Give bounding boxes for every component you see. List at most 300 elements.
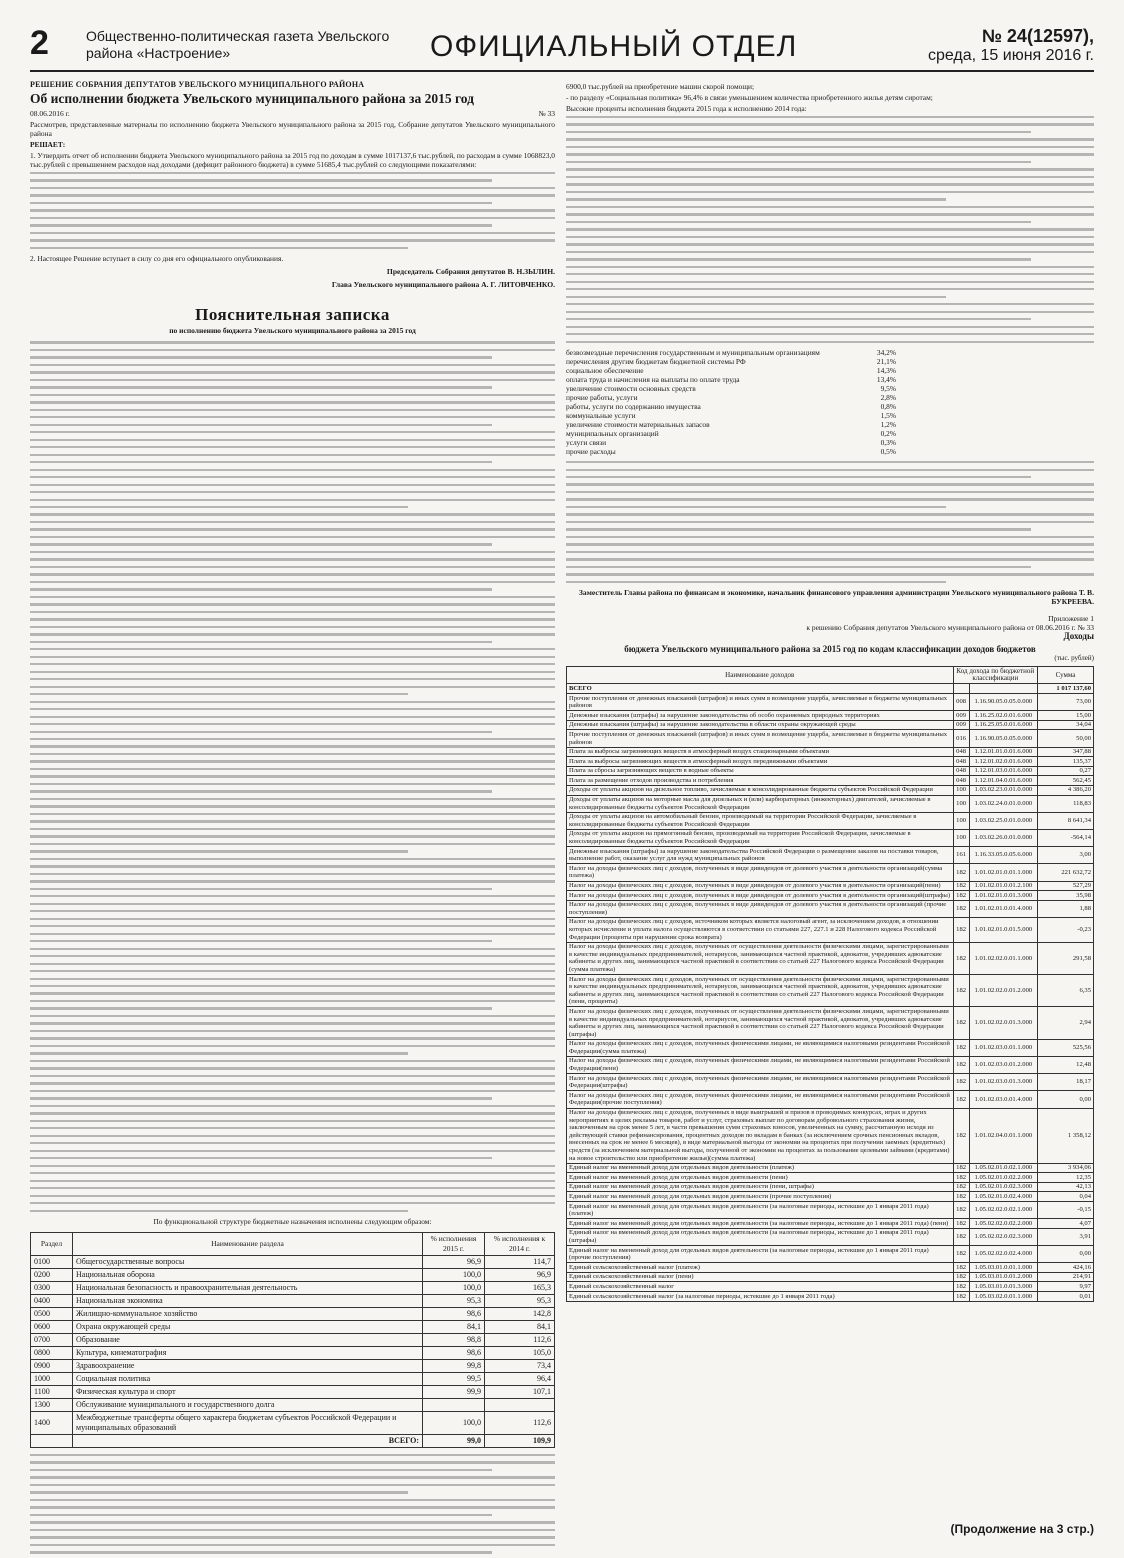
structure-item — [566, 447, 896, 456]
income-name: Единый налог на вмененный доход для отдельных видов деятельности (за налоговые периоды, истекшие до 1 января 2011 года) (прочие поступления) — [567, 1246, 954, 1263]
income-row — [567, 900, 1094, 917]
expense-name: Национальная оборона — [73, 1269, 423, 1282]
income-name: Денежные взыскания (штрафы) за нарушение законодательства об особо охраняемых природных территориях — [567, 711, 954, 721]
income-code: 1.16.25.02.0.01.6.000 — [969, 711, 1037, 721]
expense-pct2014: 96,9 — [485, 1269, 555, 1282]
functional-caption: По функциональной структуре бюджетные назначения исполнены следующим образом: — [153, 1217, 432, 1226]
income-admin-code: 048 — [953, 747, 969, 757]
income-admin-code: 182 — [953, 975, 969, 1007]
expense-pct2015: 99,9 — [423, 1386, 485, 1399]
expense-table — [30, 1232, 555, 1448]
issue-info — [928, 26, 1094, 65]
income-name: Налог на доходы физических лиц с доходов, источником которых является налоговый агент, за исключением доходов, в отношении которых исчисление и уплата налога осуществляются в соответствии со статьями 227, 227.1 и 228 Налогового кодекса Российской Федерации (проценты при нарушении срока возврата) — [567, 917, 954, 942]
income-code: 1.03.02.24.0.01.0.000 — [969, 795, 1037, 812]
income-code: 1.01.02.01.0.01.4.000 — [969, 900, 1037, 917]
right-line-1: 6900,0 тыс.рублей на приобретение машин скорой помощи; — [566, 82, 755, 91]
col-code: Раздел — [31, 1233, 73, 1256]
income-code: 1.03.02.23.0.01.0.000 — [969, 785, 1037, 795]
income-admin-code: 008 — [953, 694, 969, 711]
income-sum: 50,00 — [1038, 730, 1094, 747]
expense-pct2015: 98,6 — [423, 1308, 485, 1321]
income-row — [567, 694, 1094, 711]
income-name: Налог на доходы физических лиц с доходов, полученных физическими лицами, не являющимися налоговыми резидентами Российской Федерации(прочие поступления) — [567, 1091, 954, 1108]
income-total-label: ВСЕГО — [567, 684, 954, 694]
income-sum: -0,23 — [1038, 917, 1094, 942]
income-row — [567, 1282, 1094, 1292]
structure-item-name: безвозмездные перечисления государственным и муниципальным организациям — [566, 348, 820, 358]
income-sum: 291,58 — [1038, 942, 1094, 974]
expense-code: 0700 — [31, 1334, 73, 1347]
income-code: 1.12.01.01.0.01.6.000 — [969, 747, 1037, 757]
income-code: 1.01.02.02.0.01.2.000 — [969, 975, 1037, 1007]
income-sum: 12,35 — [1038, 1173, 1094, 1183]
income-name: Налог на доходы физических лиц с доходов, полученных от осуществления деятельности физическими лицами, зарегистрированными в качестве индивидуальных предпринимателей, нотариусов, занимающихся частной практикой, адвокатов, учредивших адвокатские кабинеты и других лиц, занимающихся частной практикой в соответствии со статьей 227 Налогового кодекса Российской Федерации (пени, проценты) — [567, 975, 954, 1007]
expense-code: 1400 — [31, 1412, 73, 1435]
income-name: Единый налог на вмененный доход для отдельных видов деятельности (пени) — [567, 1173, 954, 1183]
income-row — [567, 720, 1094, 730]
income-admin-code: 182 — [953, 1292, 969, 1302]
expense-pct2015: 96,9 — [423, 1256, 485, 1269]
expense-name: Национальная экономика — [73, 1295, 423, 1308]
department-title: ОФИЦИАЛЬНЫЙ ОТДЕЛ — [430, 30, 798, 63]
income-code: 1.05.03.02.0.01.1.000 — [969, 1292, 1037, 1302]
income-name: Плата за выбросы загрязняющих веществ в атмосферный воздух стационарными объектами — [567, 747, 954, 757]
structure-item — [566, 429, 896, 438]
expense-name: Межбюджетные трансферты общего характера бюджетам субъектов Российской Федерации и муниципальных образований — [73, 1412, 423, 1435]
structure-item — [566, 438, 896, 447]
expense-code: 0300 — [31, 1282, 73, 1295]
structure-item — [566, 411, 896, 420]
income-name: Налог на доходы физических лиц с доходов, полученных в виде дивидендов от долевого участия в деятельности организаций(пени) — [567, 881, 954, 891]
structure-item-pct: 1,2% — [880, 420, 896, 430]
income-code: 1.03.02.25.0.01.0.000 — [969, 812, 1037, 829]
income-admin-code: 100 — [953, 812, 969, 829]
income-name: Единый сельскохозяйственный налог (за налоговые периоды, истекшие до 1 января 2011 года) — [567, 1292, 954, 1302]
structure-item-pct: 0,3% — [880, 438, 896, 448]
expense-pct2015 — [423, 1399, 485, 1412]
structure-item — [566, 366, 896, 375]
right-column — [566, 80, 1094, 1302]
structure-item-pct: 2,8% — [880, 393, 896, 403]
expense-pct2015: 100,0 — [423, 1282, 485, 1295]
income-row — [567, 812, 1094, 829]
expense-pct2014: 165,3 — [485, 1282, 555, 1295]
expense-name: Физическая культура и спорт — [73, 1386, 423, 1399]
income-admin-code: 182 — [953, 942, 969, 974]
income-code: 1.01.02.02.0.01.3.000 — [969, 1007, 1037, 1039]
income-name: Единый налог на вмененный доход для отдельных видов деятельности (за налоговые периоды, истекшие до 1 января 2011 года) (штрафы) — [567, 1228, 954, 1245]
income-row — [567, 1202, 1094, 1219]
income-code: 1.12.01.03.0.01.6.000 — [969, 766, 1037, 776]
income-name: Доходы от уплаты акцизов на моторные масла для дизельных и (или) карбюраторных (инжекторных) двигателей, зачисляемые в консолидированные бюджеты субъектов Российской Федерации — [567, 795, 954, 812]
income-sum: 118,83 — [1038, 795, 1094, 812]
income-row — [567, 1192, 1094, 1202]
expense-row — [31, 1399, 555, 1412]
income-admin-code: 182 — [953, 1272, 969, 1282]
expense-pct2015: 98,8 — [423, 1334, 485, 1347]
income-name: Налог на доходы физических лиц с доходов, полученных в виде дивидендов от долевого участия в деятельности организаций(штрафы) — [567, 891, 954, 901]
appendix-title: бюджета Увельского муниципального района за 2015 год по кодам классификации доходов бюджетов — [624, 644, 1036, 655]
structure-item-name: увеличение стоимости основных средств — [566, 384, 696, 394]
income-table — [566, 666, 1094, 1301]
income-total-sum: 1 017 137,60 — [1038, 684, 1094, 694]
income-admin-code: 048 — [953, 766, 969, 776]
structure-item — [566, 375, 896, 384]
income-sum: 73,00 — [1038, 694, 1094, 711]
income-row — [567, 975, 1094, 1007]
income-code: 1.05.02.01.0.02.1.000 — [969, 1163, 1037, 1173]
income-name: Единый сельскохозяйственный налог (платеж) — [567, 1263, 954, 1273]
income-name: Налог на доходы физических лиц с доходов, полученных в виде дивидендов от долевого участия в деятельности организаций (прочие поступления) — [567, 900, 954, 917]
income-sum: 424,16 — [1038, 1263, 1094, 1273]
expense-code: 0600 — [31, 1321, 73, 1334]
income-name: Единый налог на вмененный доход для отдельных видов деятельности (пени, штрафы) — [567, 1182, 954, 1192]
income-row — [567, 1246, 1094, 1263]
income-sum: 3,00 — [1038, 847, 1094, 864]
income-row — [567, 1163, 1094, 1173]
right-body-text-2 — [566, 461, 1094, 583]
income-sum: 1 358,12 — [1038, 1108, 1094, 1163]
issue-number: № 24(12597), — [981, 26, 1094, 46]
income-row — [567, 864, 1094, 881]
expense-total-label: ВСЕГО: — [73, 1435, 423, 1448]
income-sum: 12,48 — [1038, 1056, 1094, 1073]
income-name: Налог на доходы физических лиц с доходов, полученных от осуществления деятельности физическими лицами, зарегистрированными в качестве индивидуальных предпринимателей, нотариусов, занимающихся частной практикой, адвокатов, учредивших адвокатские кабинеты и других лиц, занимающихся частной практикой в соответствии со статьей 227 Налогового кодекса Российской Федерации (штрафы) — [567, 1007, 954, 1039]
expense-code: 0400 — [31, 1295, 73, 1308]
income-sum: 3 934,06 — [1038, 1163, 1094, 1173]
structure-item-name: работы, услуги по содержанию имущества — [566, 402, 701, 412]
income-code: 1.01.02.03.0.01.2.000 — [969, 1056, 1037, 1073]
expense-row — [31, 1386, 555, 1399]
right-line-2: - по разделу «Социальная политика» 96,4% в связи уменьшением количества приобретенного жилья детям сиротам; — [566, 93, 933, 102]
income-name: Плата за размещение отходов производства и потребления — [567, 776, 954, 786]
income-col-sum: Сумма — [1038, 667, 1094, 684]
income-code: 1.01.02.03.0.01.1.000 — [969, 1039, 1037, 1056]
income-admin-code: 009 — [953, 720, 969, 730]
signer-finance: Заместитель Главы района по финансам и экономике, начальник финансового управления администрации Увельского муниципального района Т. В. БУКРЕЕВА. — [578, 588, 1094, 607]
income-admin-code: 182 — [953, 1202, 969, 1219]
expense-pct2014: 142,8 — [485, 1308, 555, 1321]
income-sum: 4 386,20 — [1038, 785, 1094, 795]
income-row — [567, 1039, 1094, 1056]
income-admin-code: 182 — [953, 1246, 969, 1263]
income-sum: 221 632,72 — [1038, 864, 1094, 881]
income-admin-code: 161 — [953, 847, 969, 864]
structure-item-name: увеличение стоимости материальных запасов — [566, 420, 710, 430]
structure-item-pct: 9,5% — [880, 384, 896, 394]
income-row — [567, 1074, 1094, 1091]
income-admin-code: 182 — [953, 1263, 969, 1273]
income-code: 1.01.02.01.0.01.1.000 — [969, 864, 1037, 881]
income-sum: 3,91 — [1038, 1228, 1094, 1245]
income-admin-code: 182 — [953, 864, 969, 881]
expense-pct2014: 96,4 — [485, 1373, 555, 1386]
income-sum: 0,00 — [1038, 1091, 1094, 1108]
decision-number: № 33 — [538, 109, 555, 118]
note-body-text — [30, 341, 555, 1211]
expense-code: 0200 — [31, 1269, 73, 1282]
income-row — [567, 847, 1094, 864]
income-code: 1.05.02.01.0.02.2.000 — [969, 1173, 1037, 1183]
issue-date: среда, 15 июня 2016 г. — [927, 47, 1094, 64]
income-name: Плата за сбросы загрязняющих веществ в водные объекты — [567, 766, 954, 776]
appendix-ref: к решению Собрания депутатов Увельского муниципального района от 08.06.2016 г. № 33 — [806, 623, 1094, 633]
income-row — [567, 1292, 1094, 1302]
income-code: 1.12.01.02.0.01.6.000 — [969, 757, 1037, 767]
expense-row — [31, 1334, 555, 1347]
expense-pct2014: 95,3 — [485, 1295, 555, 1308]
decision-item-1: 1. Утвердить отчет об исполнении бюджета Увельского муниципального района за 2015 год по доходам в сумме 1017137,6 тыс.рублей, по расходам в сумме 1068823,0 тыс.рублей с превышением расходов над доходами (дефицит районного бюджета) в сумме 51685,4 тыс.рублей со следующими показателями: — [30, 151, 555, 169]
income-row — [567, 747, 1094, 757]
signer-head: Глава Увельского муниципального района А. Г. ЛИТОВЧЕНКО. — [331, 280, 555, 290]
expense-pct2014: 84,1 — [485, 1321, 555, 1334]
decision-resolve: РЕШАЕТ: — [30, 140, 66, 149]
income-admin-code: 182 — [953, 1192, 969, 1202]
income-row — [567, 1108, 1094, 1163]
income-admin-code: 182 — [953, 900, 969, 917]
decision-body-text — [30, 172, 555, 249]
expense-pct2015: 98,6 — [423, 1347, 485, 1360]
income-code: 1.16.90.05.0.05.0.000 — [969, 730, 1037, 747]
income-sum: -564,14 — [1038, 829, 1094, 846]
income-name: Единый сельскохозяйственный налог (пени) — [567, 1272, 954, 1282]
income-row — [567, 766, 1094, 776]
expense-code: 0100 — [31, 1256, 73, 1269]
income-row — [567, 829, 1094, 846]
structure-item-name: прочие работы, услуги — [566, 393, 638, 403]
income-code: 1.05.02.01.0.02.3.000 — [969, 1182, 1037, 1192]
income-code: 1.05.02.02.0.02.4.000 — [969, 1246, 1037, 1263]
right-line-3: Высокие проценты исполнения бюджета 2015 года к исполнению 2014 года: — [566, 104, 807, 113]
structure-item-pct: 14,3% — [876, 366, 896, 376]
income-sum: 6,35 — [1038, 975, 1094, 1007]
expense-name: Здравоохранение — [73, 1360, 423, 1373]
income-name: Единый сельскохозяйственный налог — [567, 1282, 954, 1292]
income-name: Доходы от уплаты акцизов на дизельное топливо, зачисляемые в консолидированные бюджеты субъектов Российской Федерации — [567, 785, 954, 795]
income-name: Единый налог на вмененный доход для отдельных видов деятельности (за налоговые периоды, истекшие до 1 января 2011 года) (платеж) — [567, 1202, 954, 1219]
income-sum: 562,45 — [1038, 776, 1094, 786]
expense-pct2015: 99,5 — [423, 1373, 485, 1386]
expense-row — [31, 1295, 555, 1308]
income-admin-code: 182 — [953, 881, 969, 891]
income-code: 1.16.33.05.0.05.6.000 — [969, 847, 1037, 864]
income-code: 1.05.02.02.0.02.1.000 — [969, 1202, 1037, 1219]
structure-item-pct: 0,5% — [880, 447, 896, 457]
income-sum: 0,27 — [1038, 766, 1094, 776]
structure-item — [566, 384, 896, 393]
income-total-row — [567, 684, 1094, 694]
income-sum: 2,94 — [1038, 1007, 1094, 1039]
income-admin-code: 182 — [953, 1219, 969, 1229]
income-sum: 0,04 — [1038, 1192, 1094, 1202]
income-sum: 525,56 — [1038, 1039, 1094, 1056]
income-sum: 34,04 — [1038, 720, 1094, 730]
expense-total-row — [31, 1435, 555, 1448]
income-name: Единый налог на вмененный доход для отдельных видов деятельности (за налоговые периоды, истекшие до 1 января 2011 года) (пени) — [567, 1219, 954, 1229]
structure-item-name: оплата труда и начисления на выплаты по оплате труда — [566, 375, 740, 385]
expense-row — [31, 1373, 555, 1386]
structure-item-pct: 34,2% — [876, 348, 896, 358]
income-name: Плата за выбросы загрязняющих веществ в атмосферный воздух передвижными объектами — [567, 757, 954, 767]
decision-intro: Рассмотрев, представленные материалы по исполнению бюджета Увельского муниципального района за 2015 год, Собрание депутатов Увельского муниципального района — [30, 120, 555, 138]
income-name: Налог на доходы физических лиц с доходов, полученных физическими лицами, не являющимися налоговыми резидентами Российской Федерации(пени) — [567, 1056, 954, 1073]
income-row — [567, 1173, 1094, 1183]
expense-code: 1100 — [31, 1386, 73, 1399]
expense-pct2015: 95,3 — [423, 1295, 485, 1308]
income-sum: 1,88 — [1038, 900, 1094, 917]
structure-item — [566, 357, 896, 366]
income-row — [567, 891, 1094, 901]
income-admin-code: 009 — [953, 711, 969, 721]
income-code: 1.16.90.05.0.05.0.000 — [969, 694, 1037, 711]
income-row — [567, 1056, 1094, 1073]
income-row — [567, 795, 1094, 812]
expense-name: Обслуживание муниципального и государственного долга — [73, 1399, 423, 1412]
income-name: Доходы от уплаты акцизов на прямогонный бензин, производимый на территории Российской Федерации, зачисляемые в консолидированные бюджеты субъектов Российской Федерации — [567, 829, 954, 846]
income-code: 1.01.02.04.0.01.1.000 — [969, 1108, 1037, 1163]
page-number: 2 — [30, 24, 49, 62]
structure-item — [566, 420, 896, 429]
structure-item-name: муниципальных организаций — [566, 429, 659, 439]
expense-total-2015: 99,0 — [423, 1435, 485, 1448]
expense-pct2015: 100,0 — [423, 1269, 485, 1282]
structure-item-name: социальное обеспечение — [566, 366, 644, 376]
income-row — [567, 711, 1094, 721]
structure-item-pct: 0,2% — [880, 429, 896, 439]
income-row — [567, 1272, 1094, 1282]
income-sum: 8 641,34 — [1038, 812, 1094, 829]
decision-date: 08.06.2016 г. — [30, 109, 70, 118]
expense-name: Жилищно-коммунальное хозяйство — [73, 1308, 423, 1321]
income-sum: -0,15 — [1038, 1202, 1094, 1219]
income-code: 1.01.02.03.0.01.3.000 — [969, 1074, 1037, 1091]
expense-row — [31, 1321, 555, 1334]
income-admin-code: 100 — [953, 829, 969, 846]
income-sum: 135,37 — [1038, 757, 1094, 767]
structure-item — [566, 348, 896, 357]
structure-item-name: перечисления другим бюджетам бюджетной системы РФ — [566, 357, 746, 367]
income-code: 1.05.03.01.0.01.2.000 — [969, 1272, 1037, 1282]
income-row — [567, 785, 1094, 795]
masthead — [30, 22, 1094, 72]
income-sum: 15,00 — [1038, 711, 1094, 721]
decision-item-2: 2. Настоящее Решение вступает в силу со дня его официального опубликования. — [30, 254, 284, 264]
income-name: Денежные взыскания (штрафы) за нарушение законодательства Российской Федерации о размещении заказов на поставки товаров, выполнение работ, оказание услуг для нужд муниципальных районов — [567, 847, 954, 864]
income-row — [567, 881, 1094, 891]
expense-row — [31, 1282, 555, 1295]
col-pct2015: % исполнения 2015 г. — [423, 1233, 485, 1256]
expense-name: Социальная политика — [73, 1373, 423, 1386]
income-name: Единый налог на вмененный доход для отдельных видов деятельности (платеж) — [567, 1163, 954, 1173]
income-admin-code: 182 — [953, 1108, 969, 1163]
expense-code: 0800 — [31, 1347, 73, 1360]
expense-name: Общегосударственные вопросы — [73, 1256, 423, 1269]
income-name: Прочие поступления от денежных взысканий (штрафов) и иных сумм в возмещение ущерба, зачисляемые в бюджеты муниципальных районов — [567, 694, 954, 711]
income-admin-code: 182 — [953, 1182, 969, 1192]
income-admin-code: 016 — [953, 730, 969, 747]
expense-total-2014: 109,9 — [485, 1435, 555, 1448]
income-sum: 4,07 — [1038, 1219, 1094, 1229]
income-admin-code: 182 — [953, 1091, 969, 1108]
income-code: 1.05.02.02.0.02.3.000 — [969, 1228, 1037, 1245]
structure-item — [566, 402, 896, 411]
expense-row — [31, 1347, 555, 1360]
income-admin-code: 182 — [953, 1163, 969, 1173]
structure-item-name: коммунальные услуги — [566, 411, 636, 421]
income-admin-code: 182 — [953, 1282, 969, 1292]
income-admin-code: 182 — [953, 1074, 969, 1091]
income-name: Доходы от уплаты акцизов на автомобильный бензин, производимый на территории Российской Федерации, зачисляемые в консолидированные бюджеты субъектов Российской Федерации — [567, 812, 954, 829]
expense-row — [31, 1269, 555, 1282]
income-code: 1.01.02.03.0.01.4.000 — [969, 1091, 1037, 1108]
expense-pct2014 — [485, 1399, 555, 1412]
income-sum: 9,97 — [1038, 1282, 1094, 1292]
income-name: Налог на доходы физических лиц с доходов, полученных в виде выигрышей и призов в проводимых конкурсах, играх и других мероприятиях в целях рекламы товаров, работ и услуг, страховых выплат по договорам добровольного страхования жизни, заключенным на срок менее 5 лет, в части превышения сумм страховых взносов, увеличенных на сумму, рассчитанную исходя из действующей ставки рефинансирования, процентных доходов по вкладам в банках (за исключением срочных пенсионных вкладов, внесенных на срок не менее 6 месяцев), в виде материальной выгоды от экономии на процентах при получении заемных (кредитных) средств (за исключением материальной выгоды, полученной от экономии на процентах за пользование целевыми займами (кредитами) на новое строительство или приобретение жилья)(сумма платежа) — [567, 1108, 954, 1163]
income-table-header — [567, 667, 1094, 684]
expense-pct2014: 112,6 — [485, 1334, 555, 1347]
income-code: 1.05.02.02.0.02.2.000 — [969, 1219, 1037, 1229]
income-row — [567, 1007, 1094, 1039]
income-code: 1.01.02.02.0.01.1.000 — [969, 942, 1037, 974]
expense-pct2015: 100,0 — [423, 1412, 485, 1435]
income-name: Денежные взыскания (штрафы) за нарушение законодательства в области охраны окружающей среды — [567, 720, 954, 730]
structure-item-pct: 0,8% — [880, 402, 896, 412]
expense-code: 0900 — [31, 1360, 73, 1373]
income-row — [567, 730, 1094, 747]
expense-code: 1000 — [31, 1373, 73, 1386]
expense-pct2014: 73,4 — [485, 1360, 555, 1373]
expense-pct2015: 84,1 — [423, 1321, 485, 1334]
income-code: 1.05.03.01.0.01.3.000 — [969, 1282, 1037, 1292]
structure-item — [566, 393, 896, 402]
col-name: Наименование раздела — [73, 1233, 423, 1256]
income-name: Единый налог на вмененный доход для отдельных видов деятельности (прочие поступления) — [567, 1192, 954, 1202]
structure-item-name: прочие расходы — [566, 447, 616, 457]
income-name: Прочие поступления от денежных взысканий (штрафов) и иных сумм в возмещение ущерба, зачисляемые в бюджеты муниципальных районов — [567, 730, 954, 747]
signer-chairman: Председатель Собрания депутатов В. Н.ЗЫЛИН. — [386, 267, 555, 277]
income-row — [567, 1263, 1094, 1273]
income-admin-code: 182 — [953, 1173, 969, 1183]
decision-date-row — [30, 109, 555, 118]
income-sum: 214,91 — [1038, 1272, 1094, 1282]
appendix-unit: (тыс. рублей) — [1054, 654, 1094, 663]
note-title: Пояснительная записка — [195, 305, 390, 325]
structure-item-pct: 13,4% — [876, 375, 896, 385]
expense-pct2014: 105,0 — [485, 1347, 555, 1360]
income-admin-code: 100 — [953, 795, 969, 812]
paper-name: Общественно-политическая газета Увельского района «Настроение» — [86, 28, 390, 61]
appendix-section: Доходы — [1063, 631, 1094, 642]
expense-name: Культура, кинематография — [73, 1347, 423, 1360]
income-code: 1.03.02.26.0.01.0.000 — [969, 829, 1037, 846]
income-row — [567, 1091, 1094, 1108]
appendix-label: Приложение 1 — [1048, 614, 1094, 624]
expense-name: Национальная безопасность и правоохранительная деятельность — [73, 1282, 423, 1295]
right-body-text — [566, 116, 1094, 343]
income-row — [567, 776, 1094, 786]
income-code: 1.05.02.01.0.02.4.000 — [969, 1192, 1037, 1202]
income-code: 1.12.01.04.0.01.6.000 — [969, 776, 1037, 786]
expense-row — [31, 1360, 555, 1373]
income-name: Налог на доходы физических лиц с доходов, полученных в виде дивидендов от долевого участия в деятельности организаций(сумма платежа) — [567, 864, 954, 881]
structure-item-pct: 1,5% — [880, 411, 896, 421]
income-code: 1.01.02.01.0.01.3.000 — [969, 891, 1037, 901]
income-admin-code: 182 — [953, 917, 969, 942]
expense-code: 1300 — [31, 1399, 73, 1412]
income-row — [567, 1182, 1094, 1192]
income-row — [567, 757, 1094, 767]
income-name: Налог на доходы физических лиц с доходов, полученных физическими лицами, не являющимися налоговыми резидентами Российской Федерации(сумма платежа) — [567, 1039, 954, 1056]
